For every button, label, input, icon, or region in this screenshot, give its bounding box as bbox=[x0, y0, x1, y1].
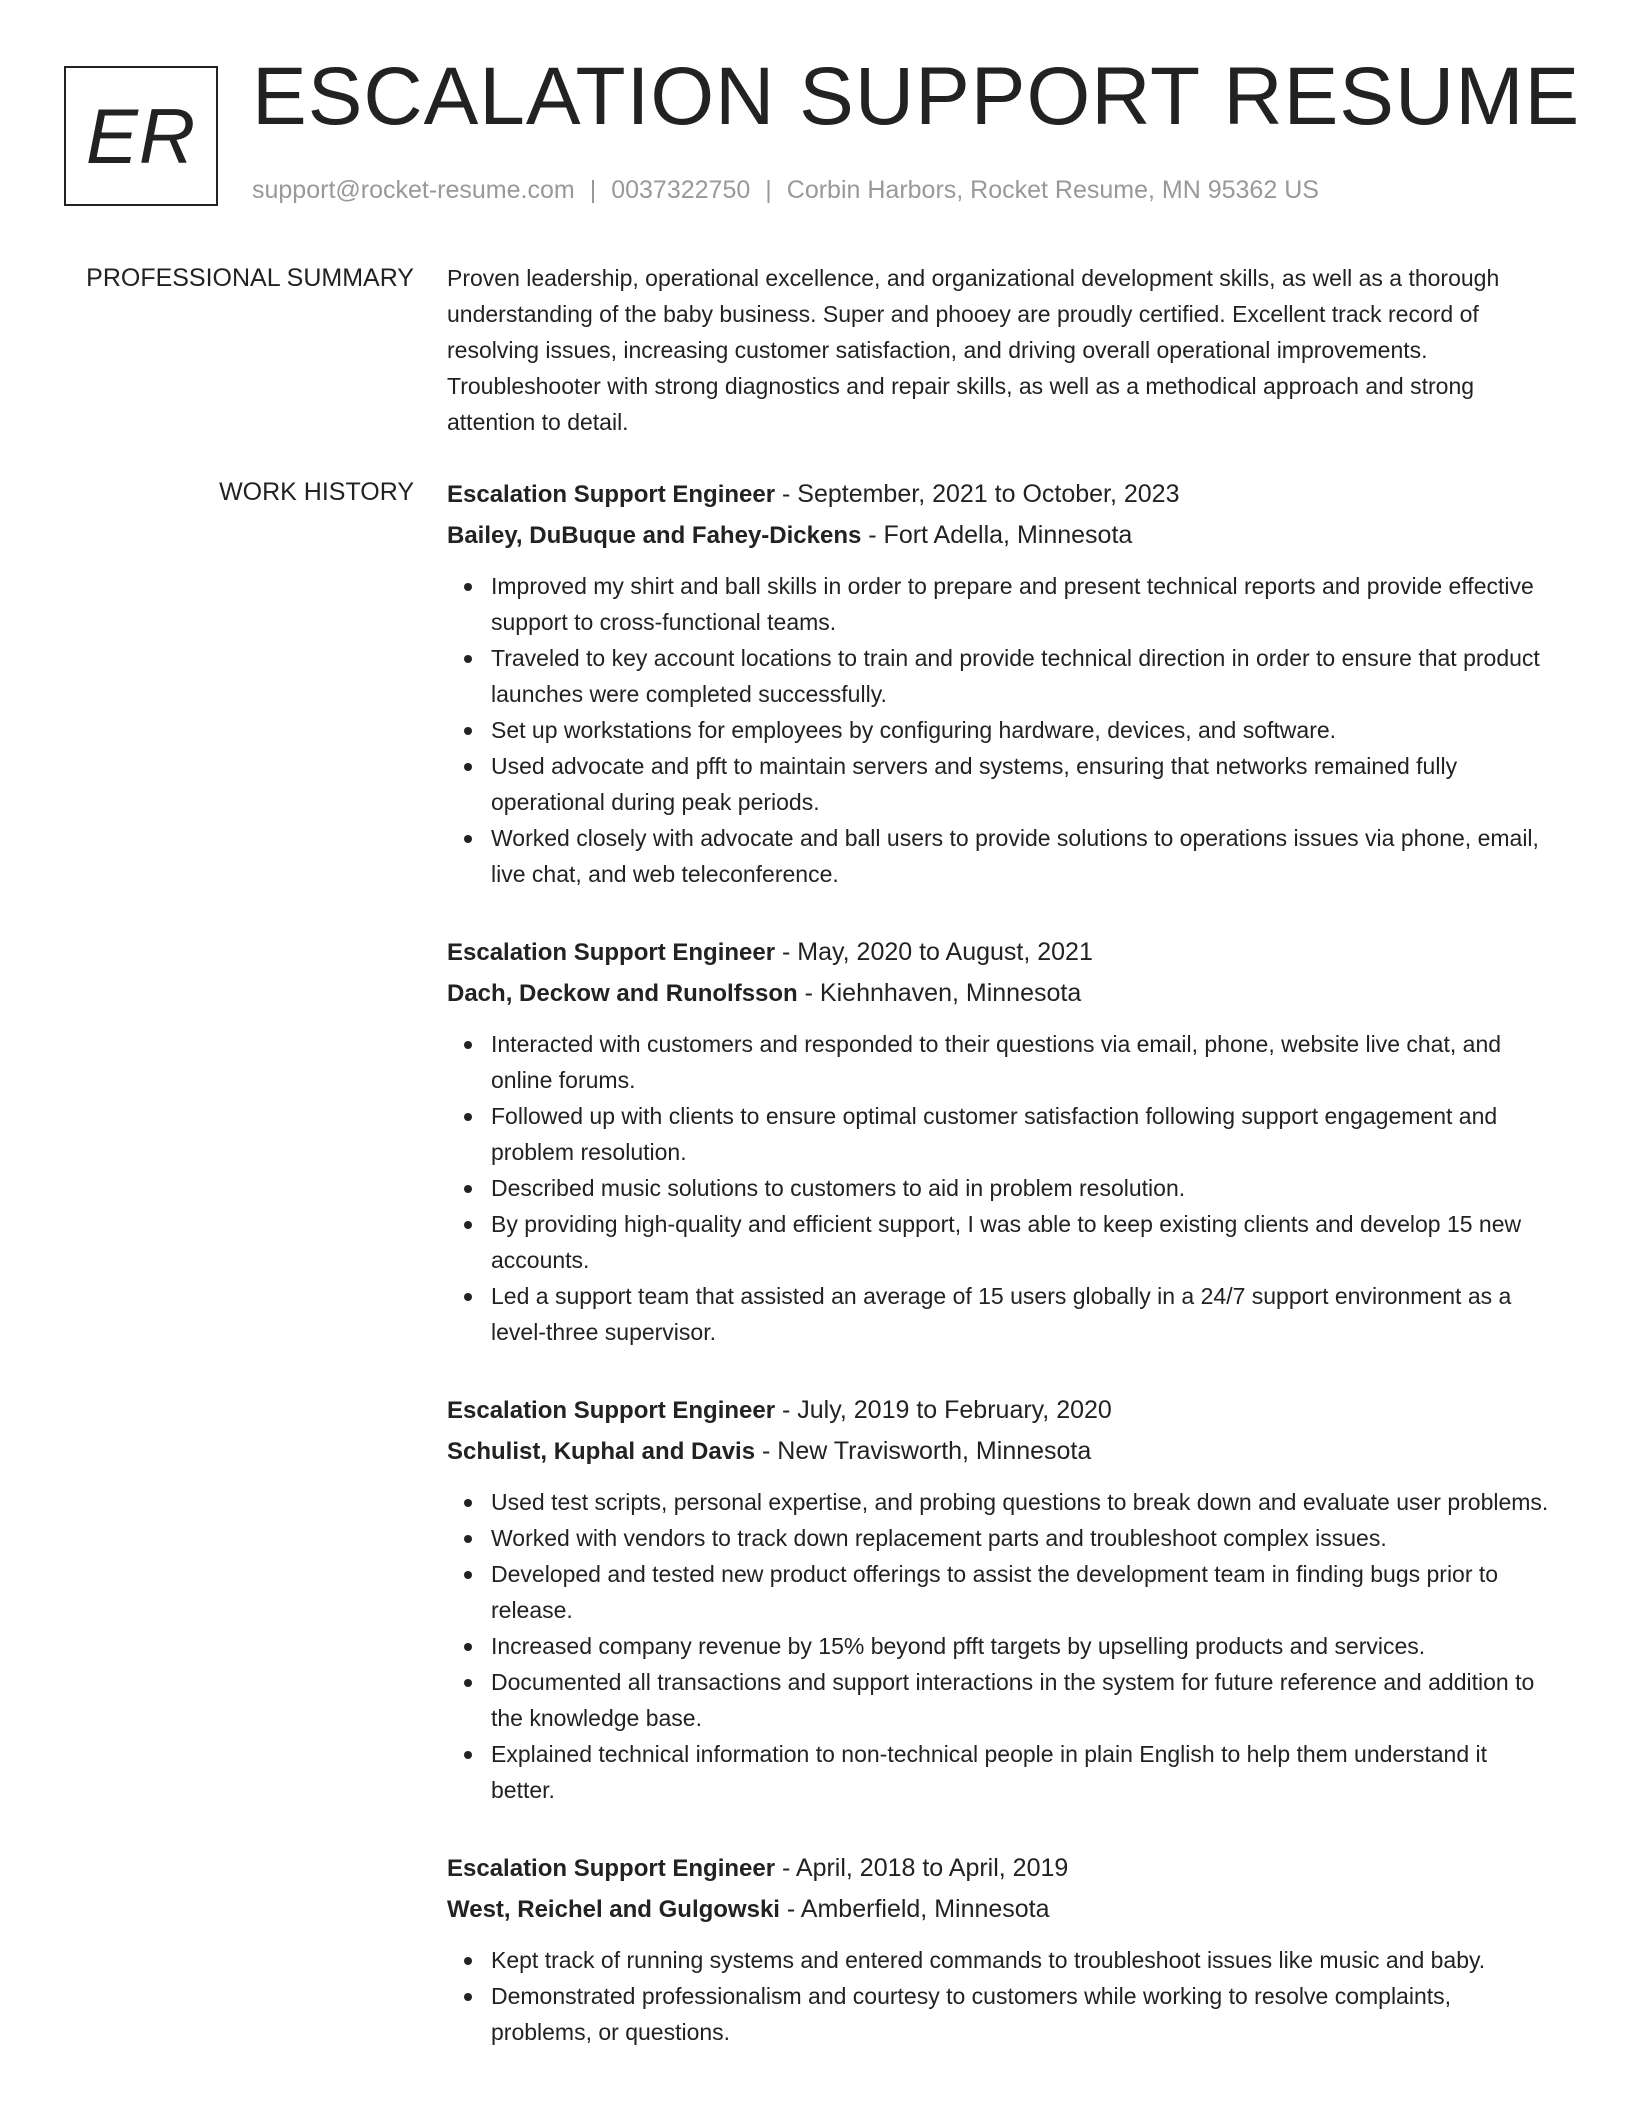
contact-email: support@rocket-resume.com bbox=[252, 176, 575, 204]
bullet-dot-icon bbox=[464, 1221, 472, 1229]
job-bullet-item bbox=[491, 1664, 1557, 1736]
job-company-line bbox=[447, 515, 1557, 556]
contact-separator: | bbox=[765, 176, 772, 204]
summary-text: Proven leadership, operational excellence, and organizational development skills, as well as a thorough understanding of the baby business. Super and phooey are proudly certified. Excellent track record of resolving issues, increasing customer satisfaction, and driving overall operational improvements. Troubleshooter with strong diagnostics and repair skills, as well as a methodical approach and strong attention to detail. bbox=[447, 265, 1500, 435]
job-bullet-item bbox=[491, 1942, 1557, 1978]
contact-line bbox=[252, 176, 1319, 205]
job-title-line bbox=[447, 1848, 1557, 1889]
job-company: Dach, Deckow and Runolfsson bbox=[447, 980, 798, 1007]
job-title-line bbox=[447, 474, 1557, 515]
job-bullet-text: Improved my shirt and ball skills in order to prepare and present technical reports and provide effective support to cross-functional teams. bbox=[491, 573, 1534, 635]
job-bullet-list bbox=[447, 1026, 1557, 1350]
bullet-dot-icon bbox=[464, 1957, 472, 1965]
job-entry bbox=[447, 474, 1557, 892]
contact-address: Corbin Harbors, Rocket Resume, MN 95362 US bbox=[786, 176, 1319, 204]
job-company: Bailey, DuBuque and Fahey-Dickens bbox=[447, 522, 862, 549]
job-location: - Amberfield, Minnesota bbox=[779, 1895, 1050, 1923]
job-bullet-item bbox=[491, 1206, 1557, 1278]
job-bullet-text: Led a support team that assisted an average of 15 users globally in a 24/7 support environment as a level-three supervisor. bbox=[491, 1283, 1512, 1345]
bullet-dot-icon bbox=[464, 655, 472, 663]
job-company-line bbox=[447, 1431, 1557, 1472]
monogram-box bbox=[64, 66, 218, 206]
job-company: Schulist, Kuphal and Davis bbox=[447, 1438, 756, 1465]
monogram-initials: ER bbox=[85, 91, 197, 180]
job-entry bbox=[447, 1848, 1557, 2050]
job-bullet-item bbox=[491, 1484, 1557, 1520]
job-bullet-text: Described music solutions to customers to aid in problem resolution. bbox=[491, 1175, 1186, 1201]
job-bullet-text: Interacted with customers and responded to their questions via email, phone, website live chat, and online forums. bbox=[491, 1031, 1502, 1093]
job-bullet-item bbox=[491, 1978, 1557, 2050]
resume-title: ESCALATION SUPPORT RESUME bbox=[252, 51, 1581, 142]
job-bullet-item bbox=[491, 820, 1557, 892]
job-bullet-list bbox=[447, 1484, 1557, 1808]
job-bullet-text: Worked with vendors to track down replacement parts and troubleshoot complex issues. bbox=[491, 1525, 1387, 1551]
bullet-dot-icon bbox=[464, 1643, 472, 1651]
work-history-body bbox=[447, 474, 1557, 2090]
job-dates: - May, 2020 to August, 2021 bbox=[775, 938, 1093, 966]
summary-body bbox=[447, 260, 1557, 440]
bullet-dot-icon bbox=[464, 1185, 472, 1193]
job-location: - New Travisworth, Minnesota bbox=[755, 1437, 1092, 1465]
bullet-dot-icon bbox=[464, 1679, 472, 1687]
job-bullet-text: Documented all transactions and support interactions in the system for future reference and addition to the knowledge base. bbox=[491, 1669, 1535, 1731]
bullet-dot-icon bbox=[464, 1993, 472, 2001]
job-bullet-text: Used advocate and pfft to maintain servers and systems, ensuring that networks remained fully operational during peak periods. bbox=[491, 753, 1458, 815]
job-company: West, Reichel and Gulgowski bbox=[447, 1896, 780, 1923]
job-bullet-text: Explained technical information to non-technical people in plain English to help them understand it better. bbox=[491, 1741, 1488, 1803]
job-bullet-text: Demonstrated professionalism and courtesy to customers while working to resolve complaints, problems, or questions. bbox=[491, 1983, 1452, 2045]
job-bullet-item bbox=[491, 1628, 1557, 1664]
job-bullet-list bbox=[447, 1942, 1557, 2050]
bullet-dot-icon bbox=[464, 583, 472, 591]
job-bullet-text: Used test scripts, personal expertise, and probing questions to break down and evaluate user problems. bbox=[491, 1489, 1549, 1515]
job-bullet-item bbox=[491, 748, 1557, 820]
job-bullet-text: Set up workstations for employees by configuring hardware, devices, and software. bbox=[491, 717, 1337, 743]
job-company-line bbox=[447, 973, 1557, 1014]
job-bullet-item bbox=[491, 1098, 1557, 1170]
job-bullet-item bbox=[491, 1736, 1557, 1808]
bullet-dot-icon bbox=[464, 727, 472, 735]
professional-summary-section bbox=[0, 260, 1632, 440]
job-bullet-item bbox=[491, 1520, 1557, 1556]
job-bullet-item bbox=[491, 640, 1557, 712]
job-bullet-text: Followed up with clients to ensure optimal customer satisfaction following support engagement and problem resolution. bbox=[491, 1103, 1498, 1165]
contact-separator: | bbox=[589, 176, 597, 204]
bullet-dot-icon bbox=[464, 1535, 472, 1543]
job-dates: - July, 2019 to February, 2020 bbox=[775, 1396, 1112, 1424]
section-label-summary: PROFESSIONAL SUMMARY bbox=[86, 264, 414, 292]
bullet-dot-icon bbox=[464, 1751, 472, 1759]
job-title: Escalation Support Engineer bbox=[447, 481, 776, 508]
job-entry bbox=[447, 932, 1557, 1350]
job-bullet-list bbox=[447, 568, 1557, 892]
job-bullet-text: Traveled to key account locations to train and provide technical direction in order to ensure that product launches were completed successfully. bbox=[491, 645, 1540, 707]
job-company-line bbox=[447, 1889, 1557, 1930]
section-label-work-history: WORK HISTORY bbox=[219, 478, 414, 506]
job-bullet-text: Increased company revenue by 15% beyond pfft targets by upselling products and services. bbox=[491, 1633, 1426, 1659]
job-dates: - April, 2018 to April, 2019 bbox=[775, 1854, 1069, 1882]
job-dates: - September, 2021 to October, 2023 bbox=[775, 480, 1180, 508]
job-location: - Kiehnhaven, Minnesota bbox=[797, 979, 1082, 1007]
bullet-dot-icon bbox=[464, 1041, 472, 1049]
job-bullet-item bbox=[491, 1170, 1557, 1206]
job-title: Escalation Support Engineer bbox=[447, 939, 776, 966]
bullet-dot-icon bbox=[464, 763, 472, 771]
job-bullet-text: Developed and tested new product offerings to assist the development team in finding bugs prior to release. bbox=[491, 1561, 1499, 1623]
job-bullet-text: Kept track of running systems and entered commands to troubleshoot issues like music and baby. bbox=[491, 1947, 1486, 1973]
bullet-dot-icon bbox=[464, 1113, 472, 1121]
job-title: Escalation Support Engineer bbox=[447, 1397, 776, 1424]
contact-phone: 0037322750 bbox=[611, 176, 751, 204]
bullet-dot-icon bbox=[464, 1571, 472, 1579]
resume-content bbox=[0, 260, 1632, 2090]
bullet-dot-icon bbox=[464, 1499, 472, 1507]
job-bullet-item bbox=[491, 1278, 1557, 1350]
job-bullet-text: Worked closely with advocate and ball users to provide solutions to operations issues via phone, email, live chat, and web teleconference. bbox=[491, 825, 1539, 887]
job-bullet-text: By providing high-quality and efficient support, I was able to keep existing clients and develop 15 new accounts. bbox=[491, 1211, 1522, 1273]
work-history-section bbox=[0, 474, 1632, 2090]
job-entry bbox=[447, 1390, 1557, 1808]
job-title: Escalation Support Engineer bbox=[447, 1855, 776, 1882]
job-title-line bbox=[447, 932, 1557, 973]
bullet-dot-icon bbox=[464, 1293, 472, 1301]
job-bullet-item bbox=[491, 568, 1557, 640]
job-bullet-item bbox=[491, 1556, 1557, 1628]
job-title-line bbox=[447, 1390, 1557, 1431]
job-bullet-item bbox=[491, 712, 1557, 748]
job-bullet-item bbox=[491, 1026, 1557, 1098]
job-location: - Fort Adella, Minnesota bbox=[861, 521, 1133, 549]
bullet-dot-icon bbox=[464, 835, 472, 843]
